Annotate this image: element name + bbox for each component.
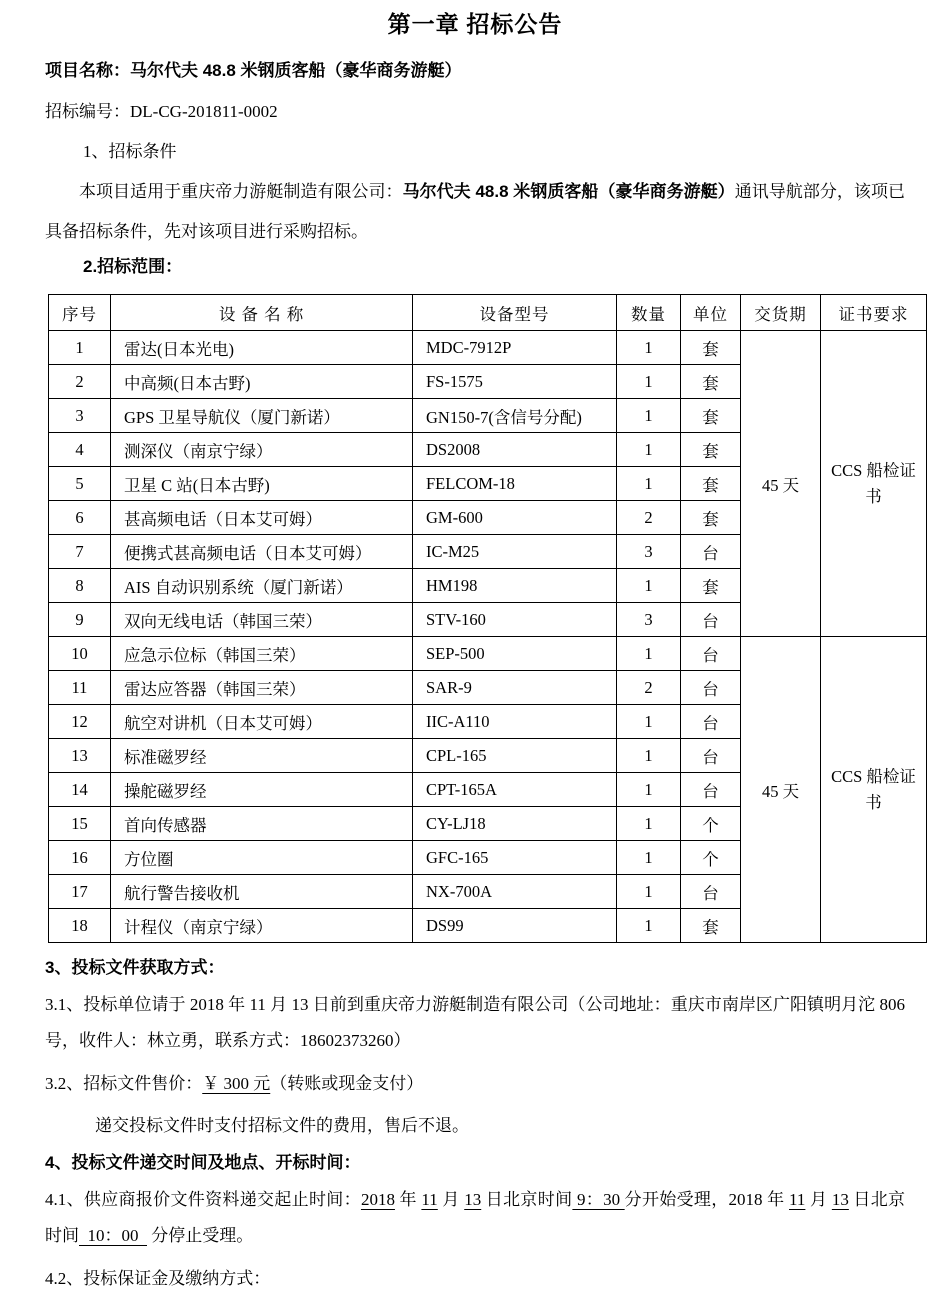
text-segment: 分停止受理。	[147, 1226, 254, 1245]
cell-model: IIC-A110	[413, 705, 617, 739]
cell-no: 16	[49, 841, 111, 875]
table-body	[49, 331, 927, 943]
cell-qty: 1	[617, 807, 681, 841]
equipment-table	[48, 294, 927, 943]
cell-no: 1	[49, 331, 111, 365]
cell-name: 计程仪（南京宁绿）	[111, 909, 413, 943]
cell-name: 标准磁罗经	[111, 739, 413, 773]
text-segment: （转账或现金支付）	[270, 1074, 424, 1093]
cell-unit: 套	[681, 399, 741, 433]
cell-unit: 套	[681, 331, 741, 365]
table-header-row	[49, 295, 927, 331]
cell-qty: 1	[617, 331, 681, 365]
cell-model: MDC-7912P	[413, 331, 617, 365]
cell-model: FS-1575	[413, 365, 617, 399]
cell-name: 双向无线电话（韩国三荣）	[111, 603, 413, 637]
tender-number-line: 招标编号：DL-CG-201811-0002	[45, 102, 278, 121]
cell-no: 18	[49, 909, 111, 943]
cell-unit: 台	[681, 739, 741, 773]
table-row	[49, 331, 927, 365]
section3-heading: 3、投标文件获取方式：	[45, 958, 225, 977]
page-title: 第一章 招标公告	[387, 12, 563, 37]
cell-qty: 1	[617, 433, 681, 467]
cell-model: GM-600	[413, 501, 617, 535]
cell-no: 2	[49, 365, 111, 399]
underlined-value: 11	[421, 1190, 438, 1209]
cell-no: 13	[49, 739, 111, 773]
section4-heading: 4、投标文件递交时间及地点、开标时间：	[45, 1153, 361, 1172]
cell-name: 航行警告接收机	[111, 875, 413, 909]
cell-name: 雷达应答器（韩国三荣）	[111, 671, 413, 705]
cell-model: FELCOM-18	[413, 467, 617, 501]
text-segment: 3.2、招标文件售价：	[45, 1074, 203, 1093]
underlined-value: 2018	[360, 1190, 395, 1209]
text-segment: 4.1、供应商报价文件资料递交起止时间：	[45, 1190, 361, 1209]
table-row	[49, 637, 927, 671]
text-segment: 分开始受理，2018 年	[624, 1190, 790, 1209]
cell-name: 便携式甚高频电话（日本艾可姆）	[111, 535, 413, 569]
cell-no: 5	[49, 467, 111, 501]
certificate-cell: CCS 船检证书	[821, 331, 927, 637]
cell-name: 首向传感器	[111, 807, 413, 841]
column-header-1: 设 备 名 称	[111, 295, 413, 331]
cell-unit: 套	[681, 909, 741, 943]
cell-model: CY-LJ18	[413, 807, 617, 841]
column-header-3: 数量	[617, 295, 681, 331]
column-header-4: 单位	[681, 295, 741, 331]
cell-qty: 1	[617, 569, 681, 603]
cell-unit: 套	[681, 501, 741, 535]
cell-no: 9	[49, 603, 111, 637]
cell-unit: 台	[681, 671, 741, 705]
cell-no: 17	[49, 875, 111, 909]
cell-qty: 1	[617, 399, 681, 433]
cell-name: GPS 卫星导航仪（厦门新诺）	[111, 399, 413, 433]
cell-name: 方位圈	[111, 841, 413, 875]
cell-unit: 台	[681, 535, 741, 569]
section1-heading: 1、招标条件	[83, 142, 177, 161]
cell-no: 12	[49, 705, 111, 739]
cell-model: DS2008	[413, 433, 617, 467]
cell-model: STV-160	[413, 603, 617, 637]
cell-qty: 1	[617, 909, 681, 943]
cell-qty: 2	[617, 501, 681, 535]
cell-qty: 3	[617, 603, 681, 637]
cell-model: CPL-165	[413, 739, 617, 773]
cell-no: 11	[49, 671, 111, 705]
cell-model: HM198	[413, 569, 617, 603]
text-segment: 日北京时间	[45, 1190, 906, 1245]
section2-heading: 2.招标范围：	[83, 257, 183, 276]
section3-item-3-2	[45, 1066, 905, 1102]
cell-no: 8	[49, 569, 111, 603]
cell-unit: 台	[681, 637, 741, 671]
project-name-line: 项目名称：马尔代夫 48.8 米钢质客船（豪华商务游艇）	[45, 61, 462, 80]
cell-name: 测深仪（南京宁绿）	[111, 433, 413, 467]
underlined-value: 9：30	[572, 1190, 625, 1209]
cell-qty: 1	[617, 365, 681, 399]
cell-unit: 套	[681, 433, 741, 467]
underlined-value: ￥ 300 元	[202, 1074, 271, 1093]
cell-no: 7	[49, 535, 111, 569]
cell-qty: 1	[617, 841, 681, 875]
cell-no: 4	[49, 433, 111, 467]
cell-name: 操舵磁罗经	[111, 773, 413, 807]
cell-no: 14	[49, 773, 111, 807]
cell-qty: 1	[617, 773, 681, 807]
cell-name: 应急示位标（韩国三荣）	[111, 637, 413, 671]
underlined-value: 10：00	[79, 1226, 147, 1245]
cell-unit: 套	[681, 467, 741, 501]
cell-no: 6	[49, 501, 111, 535]
cell-qty: 1	[617, 875, 681, 909]
text-segment: 月	[437, 1190, 465, 1209]
text-segment: 日北京时间	[481, 1190, 573, 1209]
section1-paragraph	[45, 172, 905, 252]
cell-model: GN150-7(含信号分配)	[413, 399, 617, 433]
cell-unit: 套	[681, 569, 741, 603]
cell-name: AIS 自动识别系统（厦门新诺）	[111, 569, 413, 603]
cell-qty: 1	[617, 467, 681, 501]
cell-unit: 个	[681, 807, 741, 841]
underlined-value: 13	[464, 1190, 482, 1209]
cell-no: 10	[49, 637, 111, 671]
cell-model: GFC-165	[413, 841, 617, 875]
cell-model: CPT-165A	[413, 773, 617, 807]
cell-name: 甚高频电话（日本艾可姆）	[111, 501, 413, 535]
certificate-cell: CCS 船检证书	[821, 637, 927, 943]
cell-unit: 台	[681, 773, 741, 807]
text-segment: 本项目适用于重庆帝力游艇制造有限公司：	[79, 182, 403, 201]
text-segment: 年	[394, 1190, 422, 1209]
cell-model: DS99	[413, 909, 617, 943]
text-segment: 月	[805, 1190, 832, 1209]
section3-note: 递交投标文件时支付招标文件的费用，售后不退。	[95, 1116, 469, 1135]
underlined-value: 13	[831, 1190, 849, 1209]
column-header-5: 交货期	[741, 295, 821, 331]
cell-name: 航空对讲机（日本艾可姆）	[111, 705, 413, 739]
cell-qty: 1	[617, 705, 681, 739]
cell-qty: 1	[617, 637, 681, 671]
cell-no: 15	[49, 807, 111, 841]
cell-no: 3	[49, 399, 111, 433]
cell-qty: 1	[617, 739, 681, 773]
text-segment: 通讯导航部分，该项已具备招标条件，先对该项目进行采购招标。	[45, 182, 905, 241]
cell-unit: 台	[681, 875, 741, 909]
underlined-value: 11	[789, 1190, 806, 1209]
section4-item-4-2: 4.2、投标保证金及缴纳方式：	[45, 1269, 271, 1288]
cell-unit: 台	[681, 603, 741, 637]
cell-model: IC-M25	[413, 535, 617, 569]
cell-unit: 台	[681, 705, 741, 739]
cell-qty: 3	[617, 535, 681, 569]
delivery-period-cell: 45 天	[741, 331, 821, 637]
column-header-2: 设备型号	[413, 295, 617, 331]
delivery-period-cell: 45 天	[741, 637, 821, 943]
section4-item-4-1	[45, 1182, 905, 1254]
cell-name: 中高频(日本古野)	[111, 365, 413, 399]
cell-name: 卫星 C 站(日本古野)	[111, 467, 413, 501]
cell-unit: 套	[681, 365, 741, 399]
column-header-6: 证书要求	[821, 295, 927, 331]
cell-qty: 2	[617, 671, 681, 705]
cell-unit: 个	[681, 841, 741, 875]
bold-inline-text: 马尔代夫 48.8 米钢质客船（豪华商务游艇）	[402, 182, 735, 201]
cell-model: SEP-500	[413, 637, 617, 671]
column-header-0: 序号	[49, 295, 111, 331]
section3-item-3-1: 3.1、投标单位请于 2018 年 11 月 13 日前到重庆帝力游艇制造有限公司（公司地址：重庆市南岸区广阳镇明月沱 806 号，收件人：林立勇，联系方式：18602373260）	[45, 995, 905, 1050]
cell-model: NX-700A	[413, 875, 617, 909]
cell-name: 雷达(日本光电)	[111, 331, 413, 365]
cell-model: SAR-9	[413, 671, 617, 705]
